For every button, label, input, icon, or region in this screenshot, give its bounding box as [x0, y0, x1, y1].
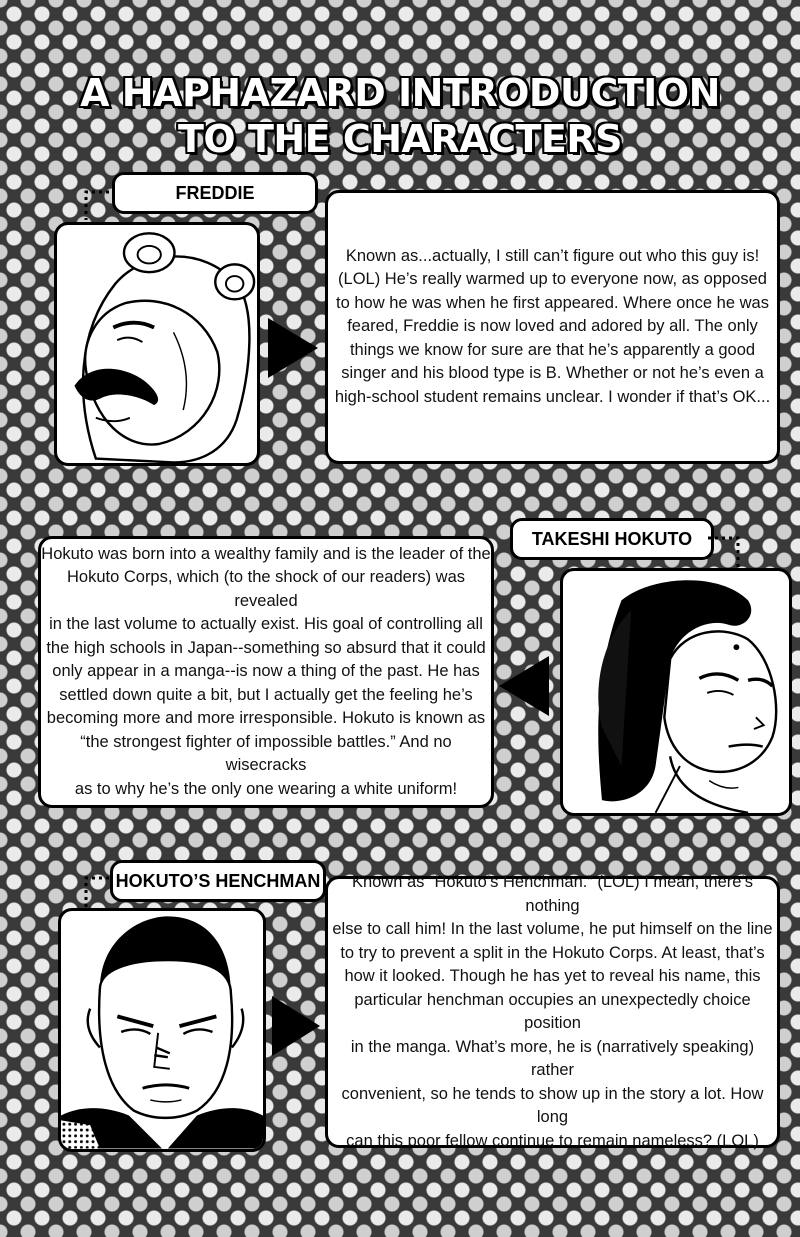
- pointer-arrow-left: [497, 656, 549, 716]
- dotted-connector: [706, 532, 746, 572]
- description-hokuto: Hokuto was born into a wealthy family and is the leader of the Hokuto Corps, which (to the shock of our readers) was revealed in the last volume to actually exist. His goal of controlling all the high schools in Japan--something so absurd that it could only appear in a manga--is now a thing of the past. He has settled down quite a bit, but I actually get the feeling he’s becoming more and more irresponsible. Hokuto is known as “the strongest fighter of impossible battles.” And no wisecracks as to why he’s the only one wearing a white uniform!: [41, 544, 491, 798]
- portrait-hokutos-henchman: [58, 908, 266, 1152]
- portrait-freddie: [54, 222, 260, 466]
- title-line-2: TO THE CHARACTERS: [177, 117, 623, 161]
- title-line-1: A HAPHAZARD INTRODUCTION: [80, 71, 720, 115]
- page-title: [0, 70, 800, 162]
- description-box-freddie: [325, 190, 780, 464]
- henchman-illustration: [61, 911, 263, 1149]
- character-name-freddie: FREDDIE: [112, 172, 318, 214]
- description-box-henchman: [325, 873, 780, 1150]
- hokuto-illustration: [563, 571, 789, 813]
- character-name-hokutos-henchman: HOKUTO’S HENCHMAN: [110, 860, 326, 902]
- character-name-takeshi-hokuto: TAKESHI HOKUTO: [510, 518, 714, 560]
- description-freddie: Known as...actually, I still can’t figure out who this guy is! (LOL) He’s really warmed up to everyone now, as opposed to how he was when he first appeared. Where once he was feared, Freddie is now loved and adored by all. The only things we know for sure are that he’s apparently a good singer and his blood type is B. Whether or not he’s even a high-school student remains unclear. I wonder if that’s OK...: [334, 246, 771, 406]
- freddie-illustration: [57, 225, 257, 463]
- pointer-arrow-right: [272, 996, 322, 1056]
- description-box-hokuto: [38, 536, 494, 808]
- portrait-takeshi-hokuto: [560, 568, 792, 816]
- description-henchman: Known as “Hokuto’s Henchman.” (LOL) I mean, there’s nothing else to call him! In the last volume, he put himself on the line to try to prevent a split in the Hokuto Corps. At least, that’s how it looked. Though he has yet to reveal his name, this particular henchman occupies an unexpectedly choice position in the manga. What’s more, he is (narratively speaking) rather convenient, so he tends to show up in the story a lot. How long can this poor fellow continue to remain nameless? (LOL): [332, 873, 773, 1150]
- pointer-arrow-right: [268, 318, 320, 378]
